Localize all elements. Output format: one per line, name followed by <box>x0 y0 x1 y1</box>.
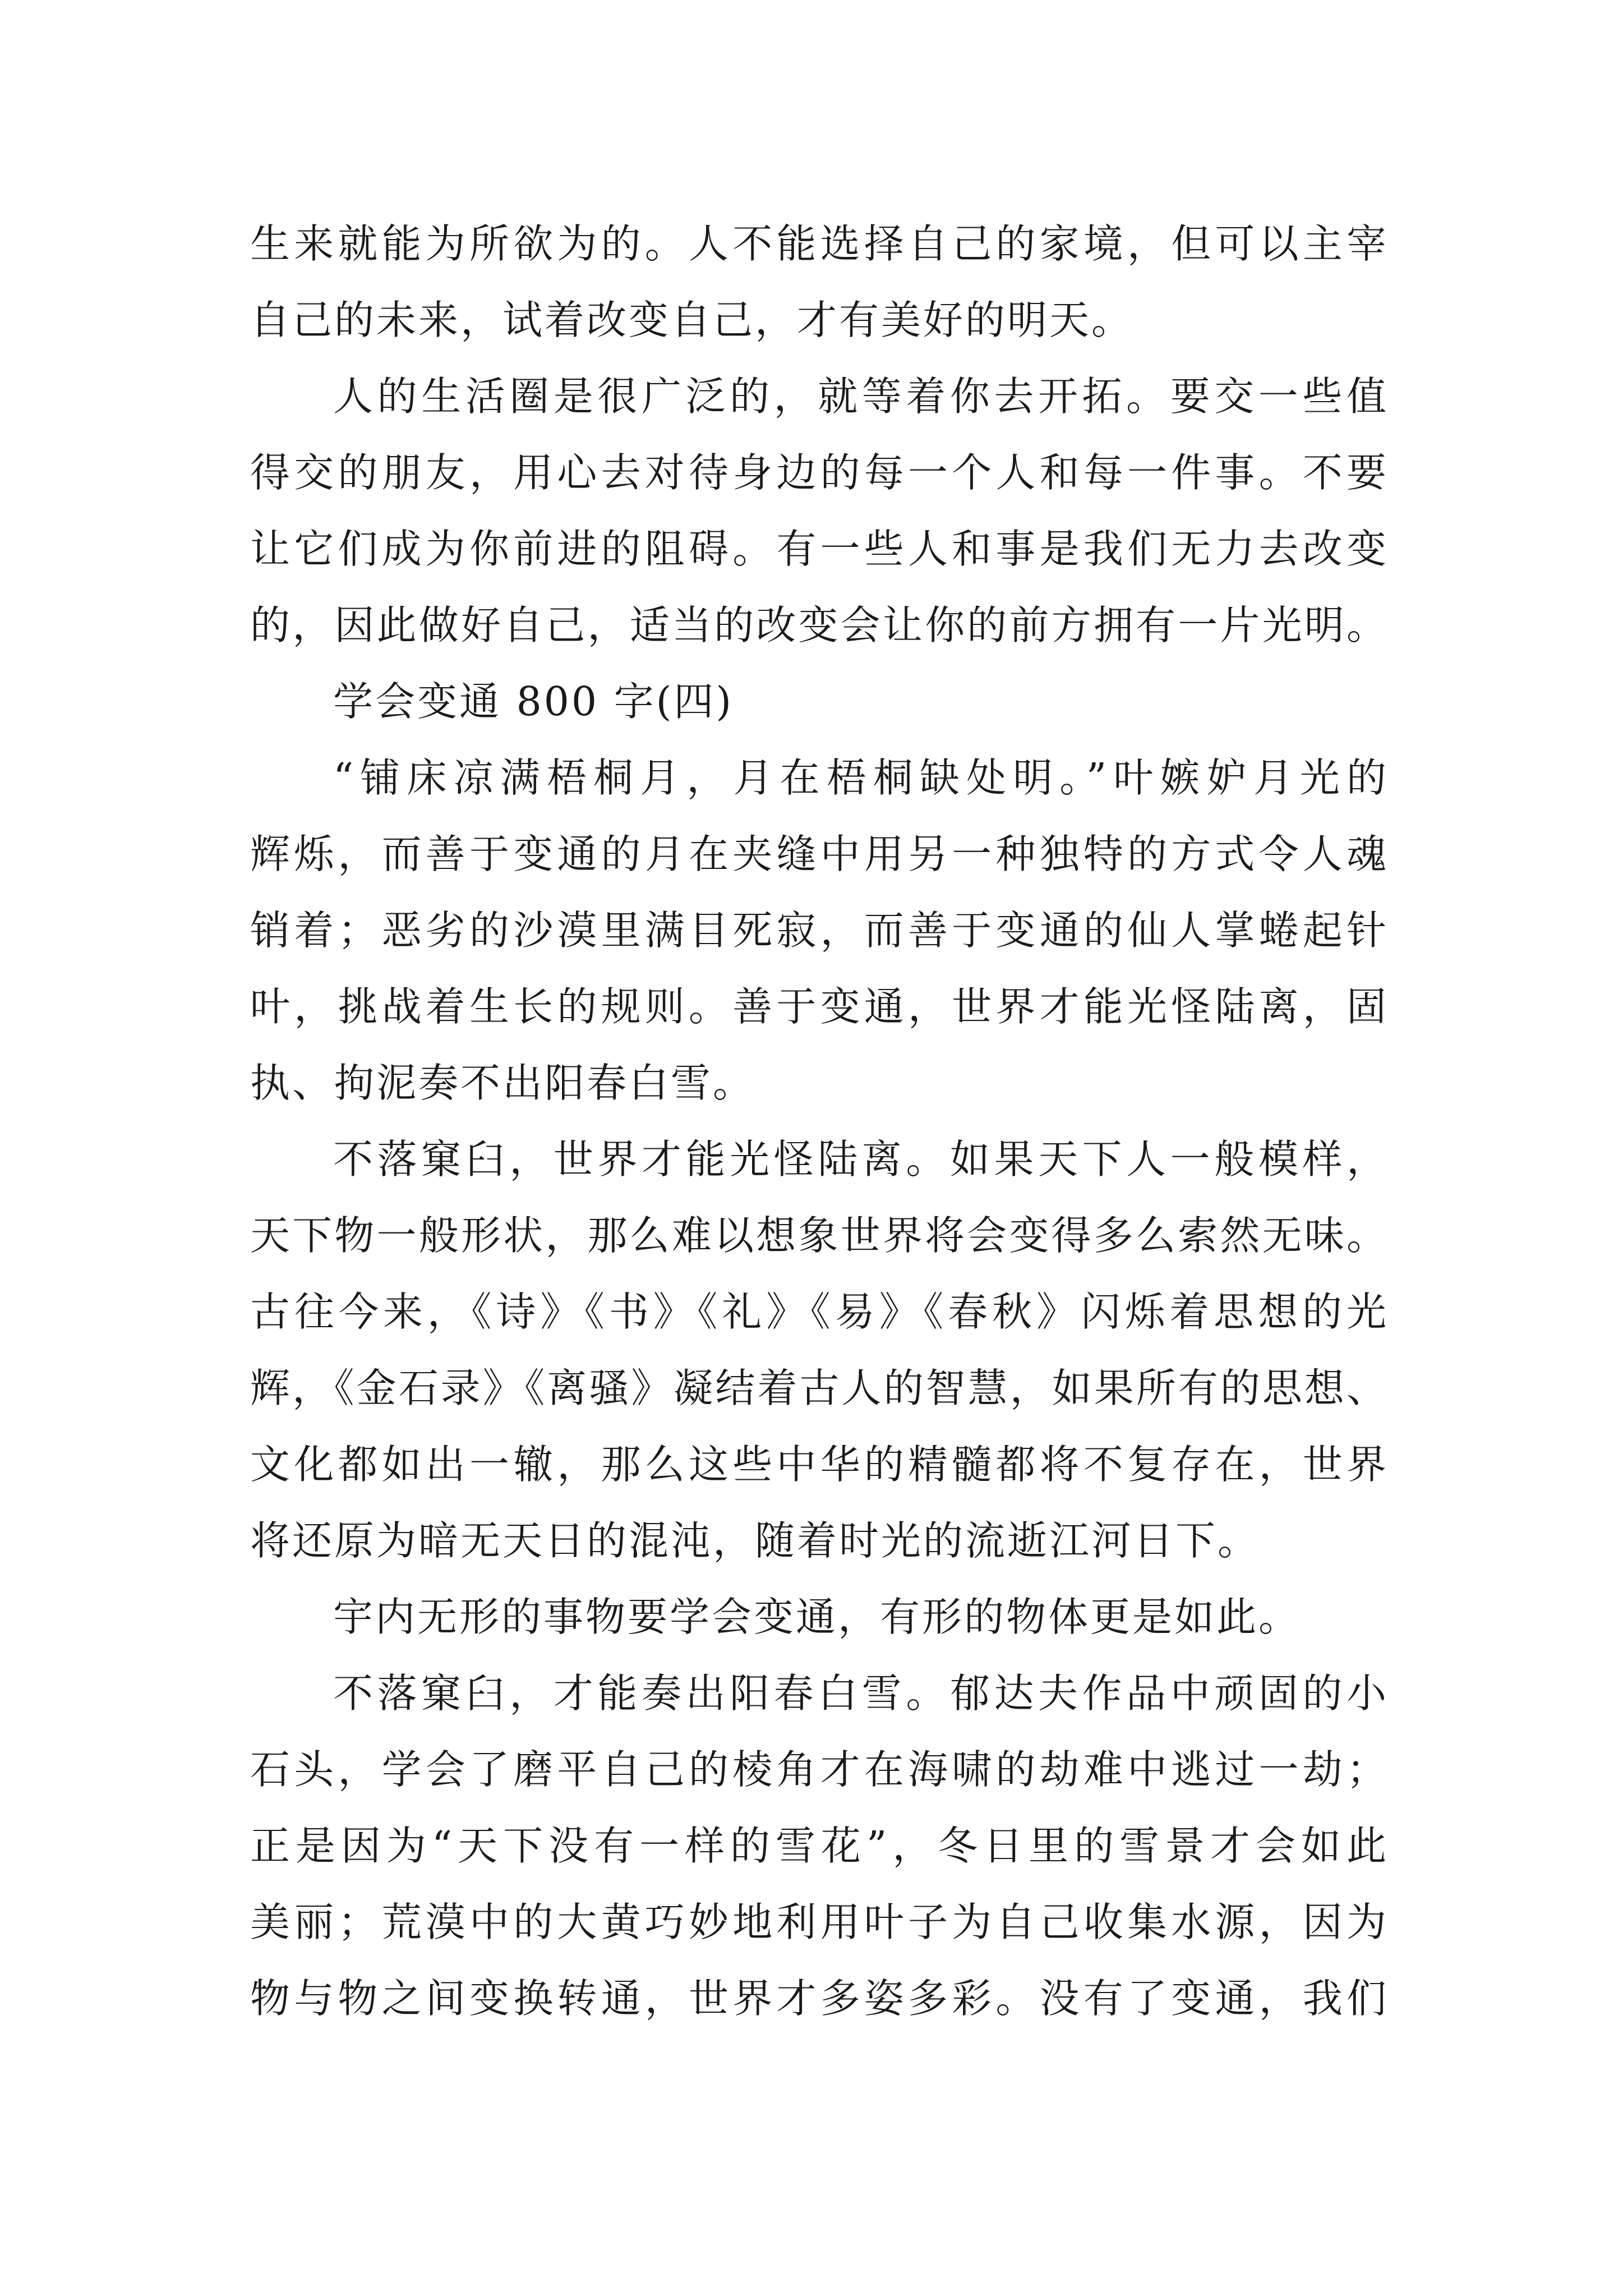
text-line: 不落窠臼，才能奏出阳春白雪。郁达夫作品中顽固的小 <box>333 1670 1389 1717</box>
text-line: 美丽；荒漠中的大黄巧妙地利用叶子为自己收集水源，因为 <box>250 1899 1389 1945</box>
text-line: 文化都如出一辙，那么这些中华的精髓都将不复存在，世界 <box>250 1441 1389 1488</box>
text-line: 让它们成为你前进的阻碍。有一些人和事是我们无力去改变 <box>250 526 1389 572</box>
text-line: 不落窠臼，世界才能光怪陆离。如果天下人一般模样， <box>333 1136 1389 1182</box>
text-line: 石头，学会了磨平自己的棱角才在海啸的劫难中逃过一劫； <box>250 1746 1389 1793</box>
text-line: 的，因此做好自己，适当的改变会让你的前方拥有一片光明。 <box>250 602 1389 648</box>
text-line: 辉烁，而善于变通的月在夹缝中用另一种独特的方式令人魂 <box>250 831 1389 877</box>
text-line: 人的生活圈是很广泛的，就等着你去开拓。要交一些值 <box>333 373 1389 420</box>
text-line: 古往今来，《诗》《书》《礼》《易》《春秋》闪烁着思想的光 <box>250 1289 1389 1335</box>
text-line: “铺床凉满梧桐月，月在梧桐缺处明。”叶嫉妒月光的 <box>333 754 1389 801</box>
text-line: 自己的未来，试着改变自己，才有美好的明天。 <box>250 297 1134 343</box>
section-heading: 学会变通 800 字(四) <box>333 678 734 725</box>
text-line: 叶，挑战着生长的规则。善于变通，世界才能光怪陆离，固 <box>250 983 1389 1030</box>
text-line: 正是因为“天下没有一样的雪花”，冬日里的雪景才会如此 <box>250 1823 1389 1869</box>
text-line: 宇内无形的事物要学会变通，有形的物体更是如此。 <box>333 1594 1301 1640</box>
text-line: 将还原为暗无天日的混沌，随着时光的流逝江河日下。 <box>250 1517 1260 1564</box>
text-line: 物与物之间变换转通，世界才多姿多彩。没有了变通，我们 <box>250 1975 1389 2022</box>
text-line: 得交的朋友，用心去对待身边的每一个人和每一件事。不要 <box>250 449 1389 496</box>
text-line: 销着；恶劣的沙漠里满目死寂，而善于变通的仙人掌蜷起针 <box>250 907 1389 954</box>
text-line: 辉，《金石录》《离骚》凝结着古人的智慧，如果所有的思想、 <box>250 1365 1389 1411</box>
text-line: 执、拘泥奏不出阳春白雪。 <box>250 1060 755 1106</box>
text-line: 天下物一般形状，那么难以想象世界将会变得多么索然无味。 <box>250 1212 1389 1259</box>
text-line: 生来就能为所欲为的。人不能选择自己的家境，但可以主宰 <box>250 220 1389 267</box>
